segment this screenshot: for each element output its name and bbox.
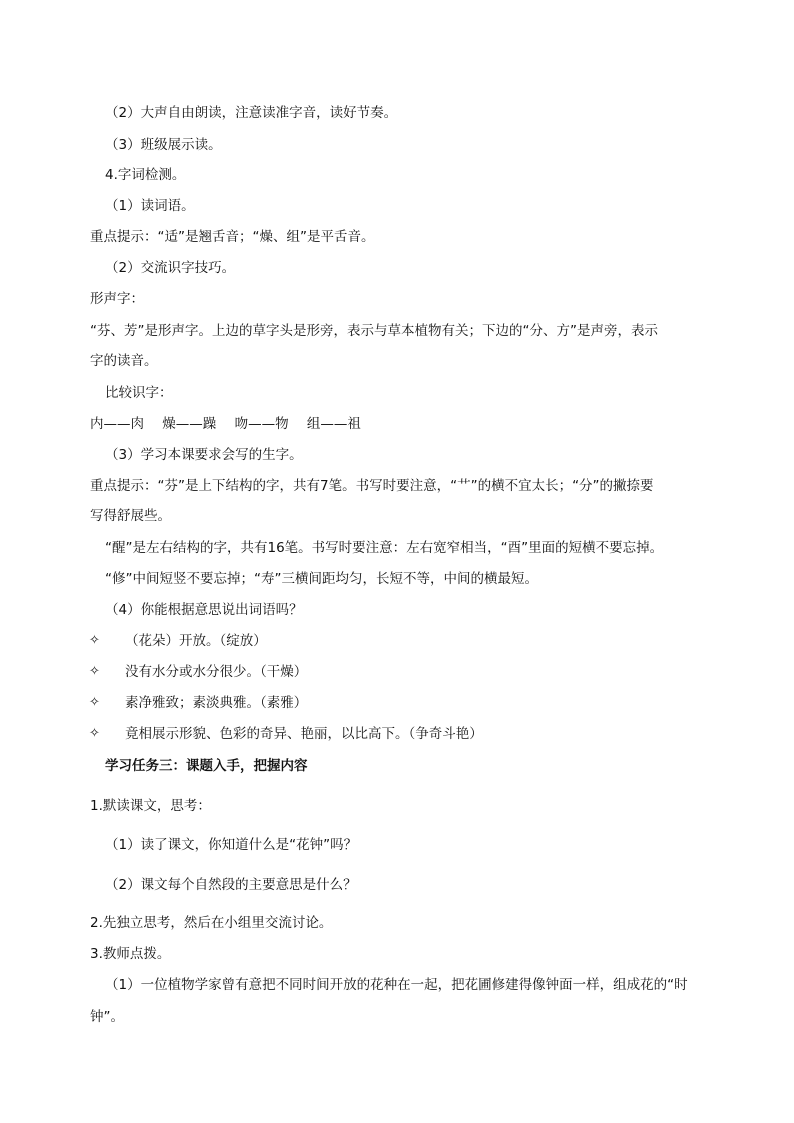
text-line: 字的读音。 <box>90 353 158 369</box>
compare-pair: 燥——躁 <box>162 416 217 432</box>
bullet-item: 素净雅致；素淡典雅。（素雅） <box>125 695 308 711</box>
sparkle-bullet-icon: ✧ <box>89 633 100 648</box>
text-line: （4）你能根据意思说出词语吗？ <box>105 602 303 618</box>
section-heading: 学习任务三：课题入手，把握内容 <box>105 758 308 774</box>
text-line: （3）学习本课要求会写的生字。 <box>105 447 303 463</box>
text-line: 3.教师点拨。 <box>90 946 171 962</box>
text-line: 重点提示：“适”是翘舌音；“燥、组”是平舌音。 <box>90 229 375 245</box>
compare-pair: 吻——物 <box>234 416 289 432</box>
bullet-item: 没有水分或水分很少。（干燥） <box>125 664 308 680</box>
text-line: （1）读词语。 <box>105 198 195 214</box>
text-line: 重点提示：“芬”是上下结构的字，共有7笔。书写时要注意，“艹”的横不宜太长；“分”的撇捺要 <box>90 478 654 494</box>
text-line: 4.字词检测。 <box>105 167 186 183</box>
text-line: “修”中间短竖不要忘掉；“寿”三横间距均匀，长短不等，中间的横最短。 <box>105 571 538 587</box>
bullet-item: （花朵）开放。（绽放） <box>125 633 267 649</box>
text-line: “醒”是左右结构的字，共有16笔。书写时要注意：左右宽窄相当，“酉”里面的短横不要忘掉。 <box>105 540 664 556</box>
text-line: 写得舒展些。 <box>90 508 171 524</box>
text-line: 钟”。 <box>90 1009 124 1025</box>
text-line: 形声字： <box>90 291 144 307</box>
text-line: （2）课文每个自然段的主要意思是什么？ <box>105 877 357 893</box>
text-line: （3）班级展示读。 <box>105 137 222 153</box>
text-line: 1.默读课文，思考： <box>90 798 211 814</box>
sparkle-bullet-icon: ✧ <box>89 664 100 679</box>
sparkle-bullet-icon: ✧ <box>89 695 100 710</box>
bullet-item: 竟相展示形貌、色彩的奇异、艳丽，以比高下。（争奇斗艳） <box>125 726 483 742</box>
text-line: （2）交流识字技巧。 <box>105 260 236 276</box>
text-line: 比较识字： <box>105 385 173 401</box>
compare-list <box>90 415 375 433</box>
text-line: 2.先独立思考，然后在小组里交流讨论。 <box>90 915 333 931</box>
compare-pair: 组——祖 <box>306 416 361 432</box>
text-line: （1）读了课文，你知道什么是“花钟”吗？ <box>105 837 358 853</box>
text-line: “芬、芳”是形声字。上边的草字头是形旁，表示与草本植物有关；下边的“分、方”是声旁，表示 <box>90 323 658 339</box>
text-line: （1）一位植物学家曾有意把不同时间开放的花种在一起，把花圃修建得像钟面一样，组成花的“时 <box>105 977 688 993</box>
compare-pair: 内——肉 <box>90 416 144 432</box>
text-line: （2）大声自由朗读，注意读准字音，读好节奏。 <box>105 105 398 121</box>
sparkle-bullet-icon: ✧ <box>89 726 100 741</box>
